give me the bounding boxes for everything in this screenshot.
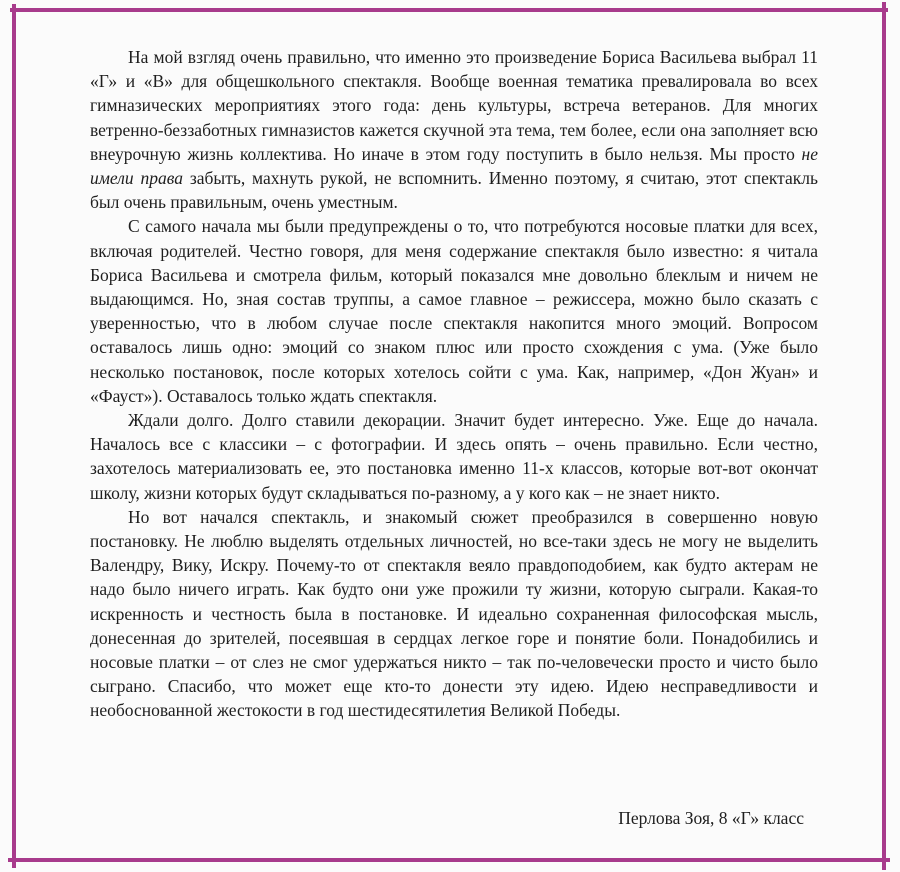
paragraph-4: Но вот начался спектакль, и знакомый сюжет преобразился в совершенно новую постановку. Не люблю выделять отдельных личностей, но все-таки здесь не могу не выделить Валендру, Вику, Искру. Почему-то от спектакля веяло правдоподобием, как будто актерам не надо было ничего играть. Как будто они уже прожили ту жизни, которую сыграли. Какая-то искренность и честность была в постановке. И идеально сохраненная философская мысль, донесенная до зрителей, посеявшая в сердцах легкое горе и понятие боли. Понадобились и носовые платки – от слез не смог удержаться никто – так по-человечески просто и чисто было сыграно. Спасибо, что может еще кто-то донести эту идею. Идею несправедливости и необоснованной жестокости в год шестидесятилетия Великой Победы. xyxy=(90,506,818,721)
border-left xyxy=(12,4,16,868)
essay-body xyxy=(90,45,818,723)
paragraph-1-text-end: забыть, махнуть рукой, не вспомнить. Именно поэтому, я считаю, этот спектакль был очень правильным, очень уместным. xyxy=(90,168,818,213)
paragraph-3: Ждали долго. Долго ставили декорации. Значит будет интересно. Уже. Еще до начала. Началось все с классики – с фотографии. И здесь опять – очень правильно. Если честно, захотелось материализовать ее, это постановка именно 11-х классов, которые вот-вот окончат школу, жизни которых будут складываться по-разному, а у кого как – не знает никто. xyxy=(90,410,818,503)
paragraph-1-emphasis: не имели права xyxy=(90,143,818,189)
border-top xyxy=(10,8,888,12)
paragraph-1-text-start: На мой взгляд очень правильно, что именно это произведение Бориса Васильева выбрал 11 «Г» и «В» для общешкольного спектакля. Вообще военная тематика превалировала во всех гимназических мероприятиях этого года: день культуры, встреча ветеранов. Для многих ветренно-беззаботных гимназистов кажется скучной эта тема, тем более, если она заполняет всю внеурочную жизнь коллектива. Но иначе в этом году поступить в было нельзя. Мы просто xyxy=(90,47,818,164)
paragraph-1 xyxy=(90,45,818,214)
author-signature: Перлова Зоя, 8 «Г» класс xyxy=(618,808,804,828)
border-bottom xyxy=(8,858,890,862)
border-right xyxy=(882,2,886,870)
paragraph-2: С самого начала мы были предупреждены о то, что потребуются носовые платки для всех, включая родителей. Честно говоря, для меня содержание спектакля было известно: я читала Бориса Васильева и смотрела фильм, который показался мне довольно блеклым и ничем не выдающимся. Но, зная состав труппы, а самое главное – режиссера, можно было сказать с уверенностью, что в любом случае после спектакля накопится много эмоций. Вопросом оставалось лишь одно: эмоций со знаком плюс или просто схождения с ума. (Уже было несколько постановок, после которых хотелось сойти с ума. Как, например, «Дон Жуан» и «Фауст»). Оставалось только ждать спектакля. xyxy=(90,216,818,406)
